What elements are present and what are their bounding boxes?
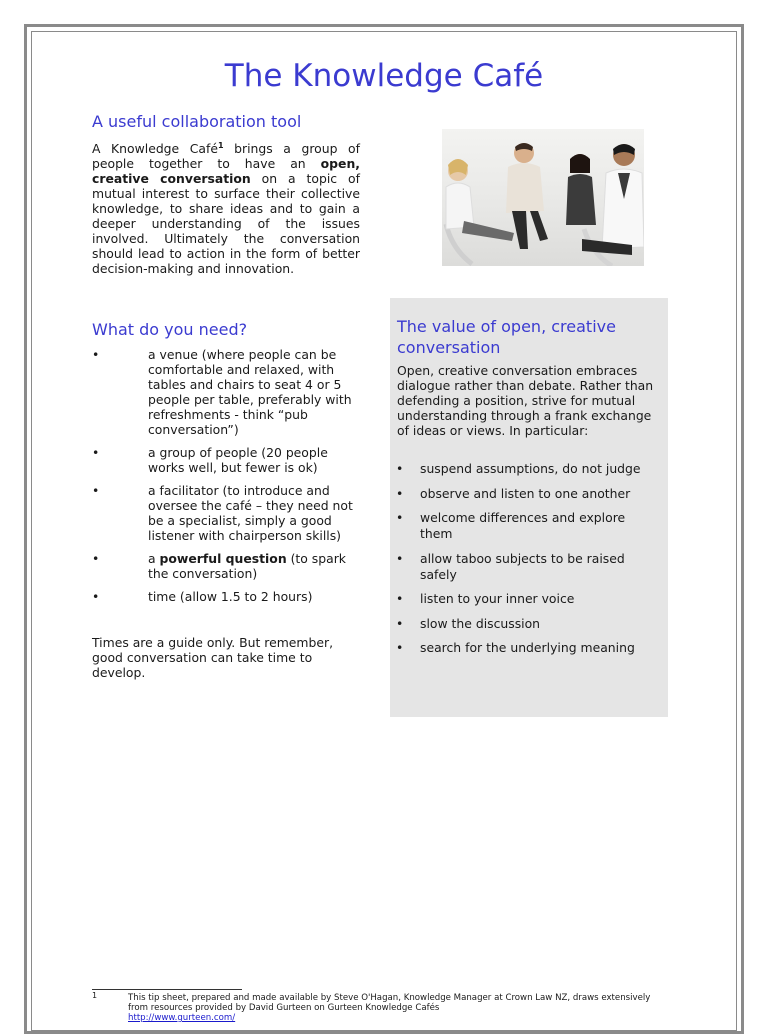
list-item-text: time (allow 1.5 to 2 hours) <box>148 589 313 604</box>
list-item-text: search for the underlying meaning <box>420 640 635 655</box>
footnote-separator <box>92 989 242 990</box>
list-item <box>396 486 661 502</box>
list-item <box>92 483 362 543</box>
list-item-text: slow the discussion <box>420 615 541 631</box>
value-heading: The value of open, creative conversation <box>397 317 616 357</box>
bullet-icon: • <box>396 485 404 501</box>
value-list <box>396 461 661 665</box>
intro-paragraph <box>92 138 360 276</box>
list-item-bold: powerful question <box>159 551 287 566</box>
list-item <box>396 640 661 656</box>
list-item-text: suspend assumptions, do not judge <box>420 461 641 476</box>
footnote-text <box>128 993 728 1023</box>
bullet-icon: • <box>92 483 100 498</box>
bullet-icon: • <box>396 510 404 525</box>
list-item-text: allow taboo subjects to be raised safely <box>420 550 625 582</box>
footnote-number: 1 <box>92 991 98 1000</box>
list-item <box>396 591 661 607</box>
bullet-icon: • <box>92 445 100 460</box>
intro-text-mid: brings a group of people together to have an <box>92 141 360 172</box>
bullet-icon: • <box>92 347 100 362</box>
list-item-text-end: (to spark the conversation) <box>148 551 346 581</box>
bullet-icon: • <box>396 640 404 655</box>
group-discussion-photo <box>442 129 644 266</box>
list-item-text: observe and listen to one another <box>420 485 631 501</box>
bullet-icon: • <box>396 591 404 606</box>
list-item <box>92 551 362 581</box>
list-item-text: welcome differences and explore them <box>420 510 626 541</box>
value-paragraph: Open, creative conversation embraces dialogue rather than debate. Rather than defending a position, strive for mutual understanding through a frank exchange of ideas or views. In particular: <box>397 363 654 438</box>
footnote-reference[interactable]: 1 <box>217 141 224 150</box>
intro-text-start: A Knowledge Café <box>92 141 218 157</box>
list-item-text: a facilitator (to introduce and oversee the café – they need not be a specialist, simply a good listener with chairperson skills) <box>148 483 353 543</box>
footnote-line-1: This tip sheet, prepared and made available by Steve O'Hagan, Knowledge Manager at Crown Law NZ, draws extensively <box>128 993 651 1003</box>
footnote-line-2: from resources provided by David Gurteen on Gurteen Knowledge Cafés <box>128 1003 440 1013</box>
list-item <box>92 589 362 604</box>
list-item <box>396 551 661 583</box>
need-list <box>92 347 362 612</box>
bullet-icon: • <box>396 461 404 476</box>
bullet-icon: • <box>92 589 100 604</box>
bullet-icon: • <box>92 551 100 566</box>
list-item <box>92 347 362 437</box>
bullet-icon: • <box>396 550 404 566</box>
list-item-text: a venue (where people can be comfortable and relaxed, with tables and chairs to seat 4 or 5 people per table, preferably with refreshments - think “pub conversation”) <box>148 347 352 437</box>
intro-bold-text: open, creative conversation <box>92 156 360 187</box>
bullet-icon: • <box>396 615 404 631</box>
list-item-text: listen to your inner voice <box>420 591 575 606</box>
list-item-text: a <box>148 551 160 566</box>
need-heading: What do you need? <box>92 320 248 339</box>
footnote-link[interactable]: http://www.gurteen.com/ <box>128 1013 236 1023</box>
list-item <box>396 616 661 632</box>
need-closing: Times are a guide only. But remember, good conversation can take time to develop. <box>92 635 334 680</box>
list-item <box>92 445 362 475</box>
list-item-text: a group of people (20 people works well, but fewer is ok) <box>148 445 328 475</box>
page-title: The Knowledge Café <box>224 58 544 94</box>
intro-text-end: on a topic of mutual interest to surface their collective knowledge, to share ideas and to gain a deeper understanding of the issues involved. Ultimately the conversation should lead to action in the form of better decision-making and innovation. <box>92 171 360 277</box>
list-item <box>396 461 661 477</box>
intro-heading: A useful collaboration tool <box>92 112 302 131</box>
list-item <box>396 510 661 542</box>
